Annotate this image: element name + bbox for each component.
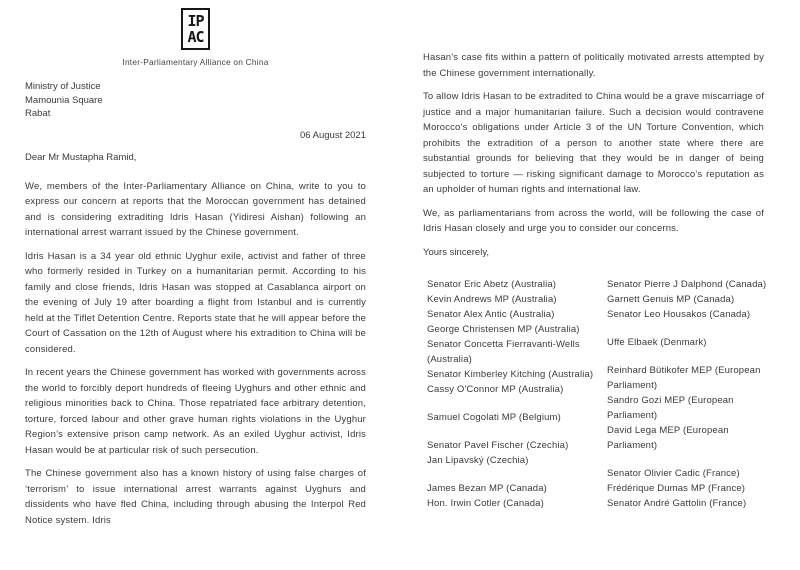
signatory-line: Garnett Genuis MP (Canada) xyxy=(607,294,735,305)
signatory-line: Sandro Gozi MEP (European xyxy=(607,395,734,406)
signatory xyxy=(427,337,607,367)
page2-body xyxy=(423,50,764,237)
signatory-group xyxy=(607,335,764,350)
signatory xyxy=(427,496,607,511)
signatory-line: Senator Eric Abetz (Australia) xyxy=(427,279,557,290)
signatory-line: Parliament) xyxy=(607,380,658,391)
signatory xyxy=(427,410,607,425)
body-paragraph: We, members of the Inter-Parliamentary Alliance on China, write to you to express our concern at reports that the Moroccan government has detained and is considering extraditing Idris Hasan (Yidiresi Aishan) following an international arrest warrant issued by the Chinese government. xyxy=(25,180,366,238)
signatory xyxy=(607,466,764,481)
signatory-line: Senator Pavel Fischer (Czechia) xyxy=(427,440,569,451)
closing: Yours sincerely, xyxy=(423,246,490,258)
signatory xyxy=(607,393,764,423)
address-line: Ministry of Justice xyxy=(25,81,101,92)
signatory xyxy=(427,322,607,337)
signatory-line: Hon. Irwin Cotler (Canada) xyxy=(427,498,544,509)
signatory-column-left xyxy=(427,277,607,524)
signatory-line: Parliament) xyxy=(607,440,658,451)
signatory-line: Frédérique Dumas MP (France) xyxy=(607,483,746,494)
signatory xyxy=(607,335,764,350)
signatory-line: Senator Pierre J Dalphond (Canada) xyxy=(607,279,767,290)
body-paragraph: The Chinese government also has a known history of using false charges of ‘terrorism’ to issue international arrest warrants against Uyghurs and dissidents who have fled China, including through abusing the Interpol Red Notice system. Idris xyxy=(25,468,366,526)
signatory xyxy=(427,367,607,382)
address-line: Mamounia Square xyxy=(25,94,103,106)
signatory-group xyxy=(427,438,607,468)
logo-text-ip: IP xyxy=(187,12,204,30)
signatory-line: Kevin Andrews MP (Australia) xyxy=(427,294,557,305)
signatory xyxy=(607,423,764,453)
body-paragraph: Idris Hasan is a 34 year old ethnic Uyghur exile, activist and father of three who formerly resided in Turkey on a humanitarian permit. According to his family and close friends, Idris Hasan was stopped at Casablanca airport on the evening of July 19 after boarding a flight from Istanbul and is currently held at the Tiflet Detention Centre. Reports state that he will appear before the Court of Cassation on the 12th of August where his extradition to China will be considered. xyxy=(25,250,366,355)
signatory-line: David Lega MEP (European xyxy=(607,425,729,436)
signatory-line: (Australia) xyxy=(427,354,472,365)
signatory-line: Jan Lipavský (Czechia) xyxy=(427,455,529,466)
body-paragraph: We, as parliamentarians from across the world, will be following the case of Idris Hasan closely and urge you to consider our concerns. xyxy=(423,207,764,234)
signatory-line: Cassy O'Connor MP (Australia) xyxy=(427,384,564,395)
signatory-line: Parliament) xyxy=(607,410,658,421)
signatory xyxy=(607,481,764,496)
signatory-line: Senator Alex Antic (Australia) xyxy=(427,309,555,320)
signatory xyxy=(607,292,764,307)
signatory-line: Senator Olivier Cadic (France) xyxy=(607,468,740,479)
signatory xyxy=(607,363,764,393)
signatory-list xyxy=(423,277,767,524)
signatory-column-right xyxy=(607,277,767,524)
signatory xyxy=(607,307,764,322)
signatory-group xyxy=(427,410,607,425)
signatory-group xyxy=(427,481,607,511)
letter-date: 06 August 2021 xyxy=(299,129,366,141)
letterhead xyxy=(25,8,366,67)
signatory-line: Reinhard Bütikofer MEP (European xyxy=(607,365,761,376)
address-line: Rabat xyxy=(25,108,51,119)
signatory-line: Uffe Elbaek (Denmark) xyxy=(607,337,707,348)
signatory-group xyxy=(607,277,767,322)
signatory xyxy=(427,307,607,322)
body-paragraph: Hasan’s case fits within a pattern of politically motivated arrests attempted by the Chinese government internationally. xyxy=(423,52,764,79)
body-paragraph: To allow Idris Hasan to be extradited to China would be a grave miscarriage of justice and a major humanitarian failure. Such a decision would contravene Morocco’s obligations under Article 3 of the UN Torture Convention, which prohibits the extradition of a person to another state where there are substantial grounds for believing that they would be in danger of being subjected to torture — risking significant damage to Morocco’s reputation as an upholder of human rights and international law. xyxy=(423,91,764,195)
signatory-line: Samuel Cogolati MP (Belgium) xyxy=(427,412,561,423)
org-name: Inter-Parliamentary Alliance on China xyxy=(122,57,269,67)
signatory xyxy=(427,481,607,496)
signatory-line: James Bezan MP (Canada) xyxy=(427,483,547,494)
recipient-address xyxy=(25,80,366,121)
salutation: Dear Mr Mustapha Ramid, xyxy=(25,151,137,163)
signatory xyxy=(607,277,767,292)
signatory-group xyxy=(607,363,764,453)
signatory-group xyxy=(427,277,607,397)
signatory-group xyxy=(607,466,764,511)
body-paragraph: In recent years the Chinese government has worked with governments across the world to forcibly deport hundreds of fleeing Uyghurs and other ethnic and religious minorities back to China. Those repatriated face arbitrary detention, torture, forced labour and other grave human rights violations in the Uyghur Region’s extensive prison camp network. As an exiled Uyghur activist, Idris Hasan would be at particular risk of such persecution. xyxy=(25,367,366,456)
page1-body xyxy=(25,179,366,529)
signatory xyxy=(607,496,764,511)
signatory xyxy=(427,438,607,453)
ipac-logo xyxy=(181,8,209,50)
signatory xyxy=(427,382,607,397)
logo-text-ac: AC xyxy=(187,28,204,46)
signatory-line: George Christensen MP (Australia) xyxy=(427,324,580,335)
signatory-line: Senator Concetta Fierravanti-Wells xyxy=(427,339,580,350)
signatory xyxy=(427,277,607,292)
signatory xyxy=(427,292,607,307)
signatory-line: Senator Kimberley Kitching (Australia) xyxy=(427,369,594,380)
signatory xyxy=(427,453,607,468)
letter-page-1 xyxy=(25,8,366,536)
signatory-line: Senator André Gattolin (France) xyxy=(607,498,747,509)
letter-page-2 xyxy=(423,50,767,524)
signatory-line: Senator Leo Housakos (Canada) xyxy=(607,309,751,320)
